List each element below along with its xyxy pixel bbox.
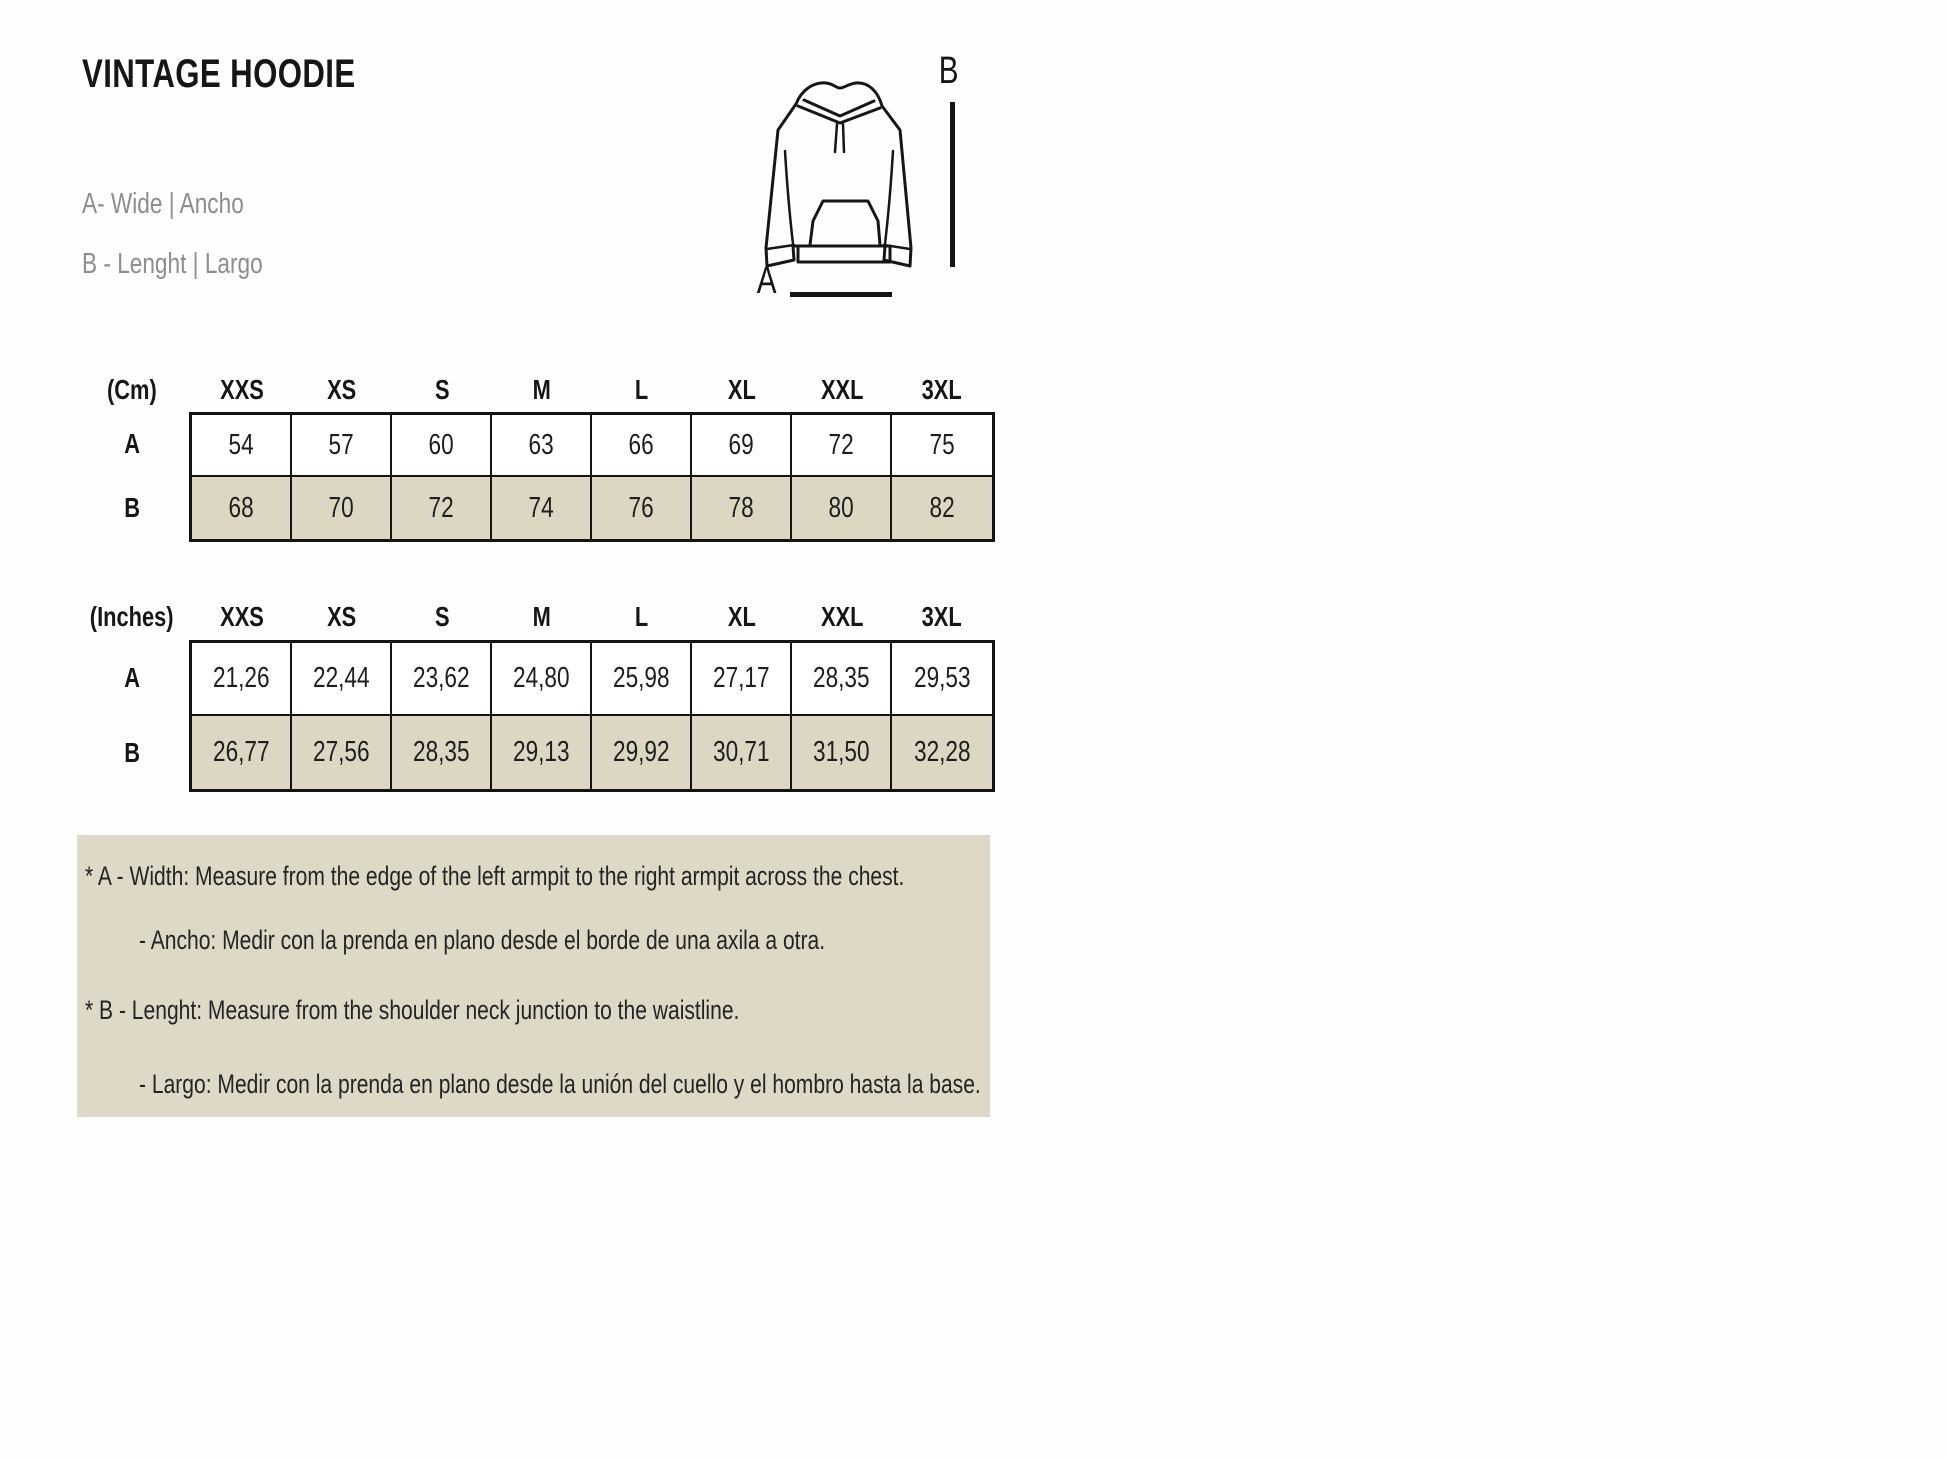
table-cell: 74 [492,477,592,539]
table-cell: 66 [592,415,692,477]
size-header: XL [728,600,756,632]
table-cell: 68 [192,477,292,539]
value-grid-cm [189,412,995,542]
size-header: M [532,600,552,632]
size-header: XXS [220,374,264,405]
table-cell: 27,17 [692,643,792,716]
row-label-b-cm: B [124,492,140,523]
size-header: XS [327,374,357,405]
size-headers-inches [192,593,992,640]
table-cell: 80 [792,477,892,539]
table-cell: 23,62 [392,643,492,716]
hoodie-hem-band [798,246,890,262]
size-header: 3XL [921,600,963,632]
size-header: S [434,374,450,405]
dimension-label-a: A [756,260,777,302]
value-grid-inches [189,640,995,792]
row-label-a-cm: A [124,428,140,459]
table-cell: 31,50 [792,716,892,789]
size-header: L [635,374,649,405]
table-cell: 32,28 [892,716,992,789]
legend-length: B - Lenght | Largo [82,248,263,280]
table-cell: 54 [192,415,292,477]
table-cell: 24,80 [492,643,592,716]
size-header: XXL [820,374,864,405]
hoodie-sleeve-seams [785,151,893,244]
table-cell: 29,92 [592,716,692,789]
table-cell: 26,77 [192,716,292,789]
table-cell: 25,98 [592,643,692,716]
size-table-cm [75,368,1005,544]
table-cell: 72 [392,477,492,539]
note-width-es: - Ancho: Medir con la prenda en plano desde el borde de una axila a otra. [139,925,826,955]
size-header: XXS [220,600,264,632]
hoodie-pocket [810,201,880,245]
hoodie-illustration-icon [758,76,920,276]
table-cell: 29,13 [492,716,592,789]
table-cell: 78 [692,477,792,539]
table-cell: 29,53 [892,643,992,716]
size-header: XXL [820,600,864,632]
page-title [82,52,433,97]
size-headers-cm [192,368,992,412]
table-cell: 75 [892,415,992,477]
unit-label-inches: (Inches) [90,600,174,632]
unit-label-cm: (Cm) [107,374,157,405]
note-length-en: * B - Lenght: Measure from the shoulder neck junction to the waistline. [85,995,740,1025]
page-title-text: VINTAGE HOODIE [82,52,356,96]
table-cell: 70 [292,477,392,539]
measuring-notes-panel [77,835,990,1117]
table-cell: 22,44 [292,643,392,716]
table-cell: 27,56 [292,716,392,789]
table-cell: 30,71 [692,716,792,789]
table-cell: 28,35 [392,716,492,789]
table-cell: 72 [792,415,892,477]
hoodie-hood-opening [798,100,880,123]
dimension-line-a [790,292,892,297]
row-label-b-inches: B [124,736,140,768]
size-table-inches [75,593,1005,793]
size-header: XL [728,374,756,405]
size-header: S [434,600,450,632]
table-cell: 57 [292,415,392,477]
note-length-es: - Largo: Medir con la prenda en plano desde la unión del cuello y el hombro hasta la base. [139,1069,981,1099]
row-label-a-inches: A [124,661,140,693]
hoodie-drawstrings [835,124,844,152]
table-cell: 69 [692,415,792,477]
dimension-line-b [950,102,955,267]
table-cell: 60 [392,415,492,477]
table-cell: 21,26 [192,643,292,716]
legend-wide: A- Wide | Ancho [82,188,244,220]
table-cell: 76 [592,477,692,539]
size-header: M [532,374,552,405]
note-width-en: * A - Width: Measure from the edge of the left armpit to the right armpit across the chest. [85,861,905,891]
table-cell: 63 [492,415,592,477]
dimension-label-b: B [938,50,959,92]
size-header: XS [327,600,357,632]
size-header: L [635,600,649,632]
table-cell: 28,35 [792,643,892,716]
table-cell: 82 [892,477,992,539]
size-header: 3XL [921,374,963,405]
